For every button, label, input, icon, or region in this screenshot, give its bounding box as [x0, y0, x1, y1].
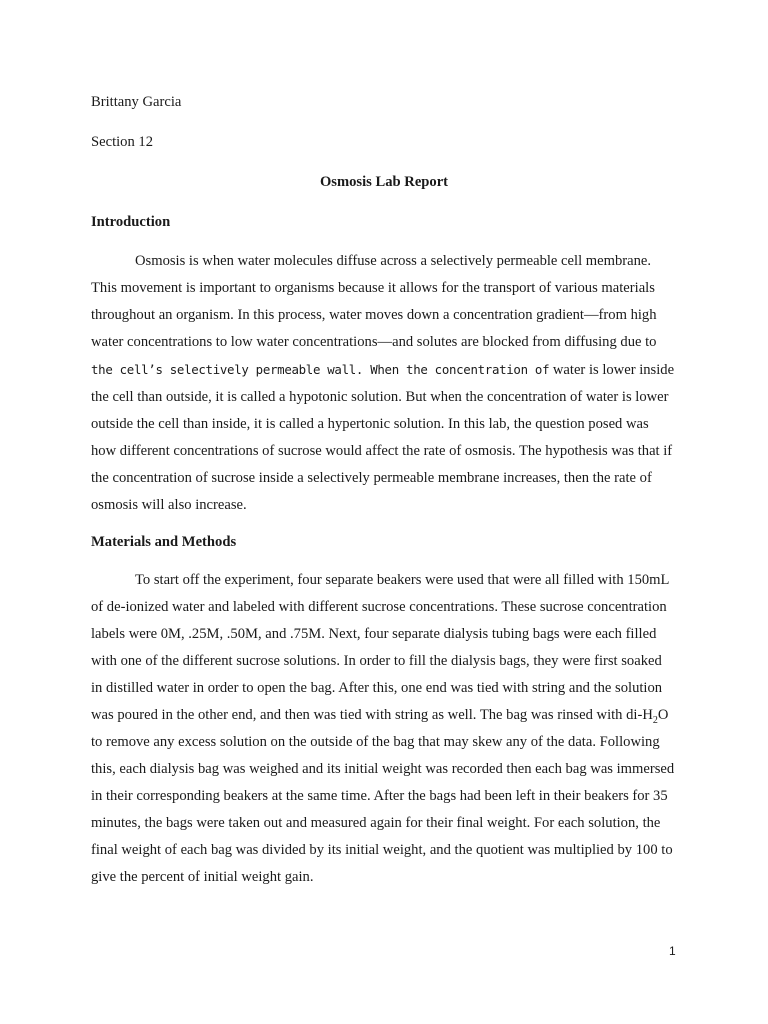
materials-methods-paragraph [91, 567, 676, 891]
introduction-text-part-3: water is lower inside the cell than outside, it is called a hypotonic solution. But when the concentration of water is lower outside the cell than inside, it is called a hypertonic solution. In this lab, the question posed was how different concentrations of sucrose would affect the rate of osmosis. The hypothesis was that if the concentration of sucrose inside a selectively permeable membrane increases, then the rate of osmosis will also increase. [91, 362, 675, 513]
materials-methods-heading: Materials and Methods [91, 534, 237, 550]
methods-text-part-2: O to remove any excess solution on the outside of the bag that may skew any of the data. Following this, each dialysis bag was weighed and its initial weight was recorded then each bag was immersed in their corresponding beakers at the same time. After the bags had been left in their beakers for 35 minutes, the bags were taken out and measured again for their final weight. For each solution, the final weight of each bag was divided by its initial weight, and the quotient was multiplied by 100 to give the percent of initial weight gain. [91, 707, 675, 885]
introduction-text-part-2: the cell’s selectively permeable wall. When the concentration of [91, 362, 550, 377]
introduction-heading: Introduction [91, 214, 171, 230]
author-name: Brittany Garcia [91, 94, 182, 110]
report-title: Osmosis Lab Report [319, 174, 449, 190]
introduction-text-part-1: Osmosis is when water molecules diffuse across a selectively permeable cell membrane. This movement is important to organisms because it allows for the transport of various materials throughout an organism. In this process, water moves down a concentration gradient—from high water concentrations to low water concentrations—and solutes are blocked from diffusing due to [91, 253, 657, 350]
introduction-paragraph [91, 248, 676, 519]
section-label: Section 12 [91, 134, 154, 150]
water-subscript: 2 [652, 714, 658, 726]
methods-text-part-1: To start off the experiment, four separate beakers were used that were all filled with 150mL of de-ionized water and labeled with different sucrose concentrations. These sucrose concentration labels were 0M, .25M, .50M, and .75M. Next, four separate dialysis tubing bags were each filled with one of the different sucrose solutions. In order to fill the dialysis bags, they were first soaked in distilled water in order to open the bag. After this, one end was tied with string and the solution was poured in the other end, and then was tied with string as well. The bag was rinsed with di-H [91, 572, 669, 723]
page-number: 1 [669, 944, 676, 958]
